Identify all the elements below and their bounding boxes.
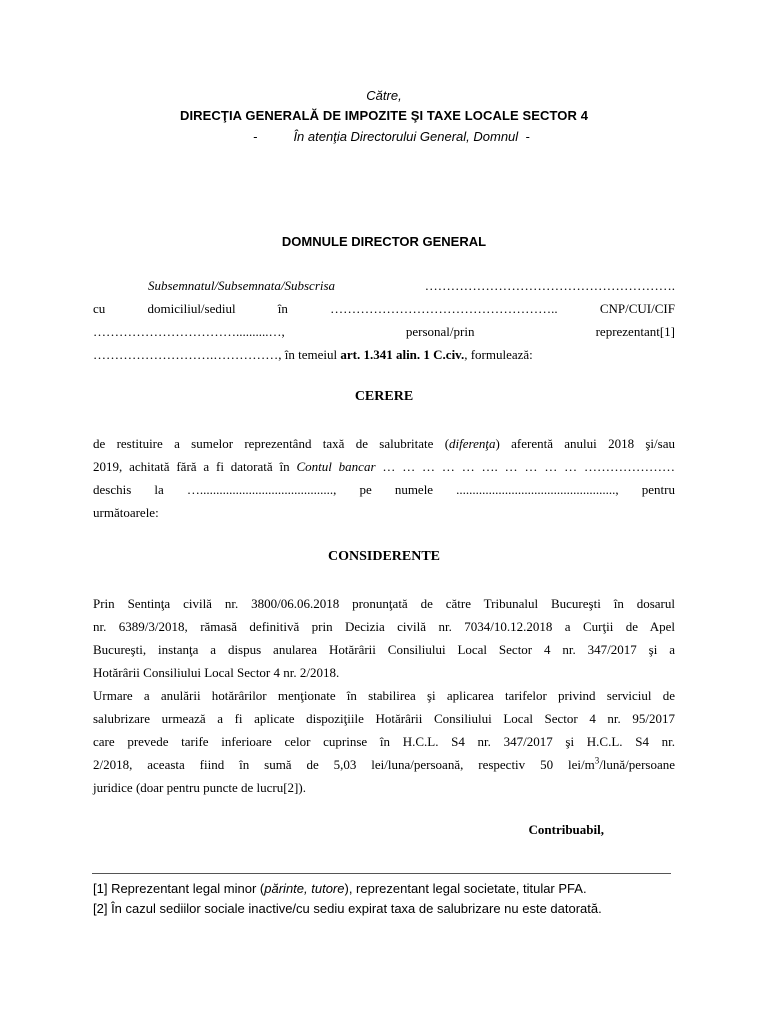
considerations-paragraph-1 — [93, 592, 675, 684]
identification-line-3 — [93, 320, 675, 343]
considerations-line: Hotărârii Consiliului Local Sector 4 nr. 2/2018. — [93, 665, 340, 680]
footnote-separator — [92, 873, 671, 874]
request-paragraph — [93, 432, 675, 524]
addressee-institution: DIRECŢIA GENERALĂ DE IMPOZITE ŞI TAXE LOCALE SECTOR 4 — [179, 108, 589, 123]
considerations-text: 2/2018, aceasta fiind în sumă de 5,03 lei/luna/persoană, respectiv 50 lei/m — [93, 757, 595, 772]
considerations-paragraph-2 — [93, 684, 675, 799]
considerations-line: nr. 6389/3/2018, rămasă definitivă prin Decizia civilă nr. 7034/10.12.2018 a Curţii de Apel — [93, 619, 675, 634]
request-italic-difference: diferenţa — [449, 436, 496, 451]
footnote-1 — [93, 881, 587, 896]
footnote-text: ), reprezentant legal societate, titular PFA. — [344, 881, 587, 896]
request-text: ) aferentă anului 2018 şi/sau — [495, 436, 675, 451]
considerations-line: Prin Sentinţa civilă nr. 3800/06.06.2018 pronunţată de către Tribunalul Bucureşti în dosarul — [93, 596, 675, 611]
formuleaza-text: , formulează: — [464, 347, 533, 362]
signature-label: Contribuabil, — [528, 822, 604, 837]
word-personal-prin: personal/prin — [405, 324, 475, 339]
addressee-intro: Către, — [366, 88, 402, 103]
identification-line-2 — [93, 297, 675, 320]
legal-basis: art. 1.341 alin. 1 C.civ. — [340, 347, 465, 362]
identification-paragraph — [93, 274, 675, 366]
word-cu: cu — [93, 301, 106, 316]
superscript-cubed: 3 — [594, 755, 600, 766]
footnote-italic: părinte, tutore — [264, 881, 345, 896]
request-line-3: deschis la …........................................., pe numele ................................................., pentru — [93, 482, 675, 497]
bank-account-label: Contul bancar — [296, 459, 376, 474]
considerations-line: juridice (doar pentru puncte de lucru[2]). — [93, 780, 306, 795]
salutation: DOMNULE DIRECTOR GENERAL — [281, 234, 487, 249]
identification-line-4 — [93, 343, 675, 366]
request-title: CERERE — [354, 389, 414, 404]
request-text: 2019, achitată fără a fi datorată în — [93, 459, 290, 474]
considerations-line: care prevede tarife inferioare celor cuprinse în H.C.L. S4 nr. 347/2017 şi H.C.L. S4 nr. — [93, 734, 675, 749]
request-text: de restituire a sumelor reprezentând taxă de salubritate ( — [93, 436, 450, 451]
representative-blank: ……………………….……………, în temeiul — [93, 347, 338, 362]
word-in: în — [277, 301, 288, 316]
identification-line-1 — [93, 274, 675, 297]
footnote-2: [2] În cazul sediilor sociale inactive/cu sediu expirat taxa de salubrizare nu este datorată. — [93, 901, 602, 916]
considerations-title: CONSIDERENTE — [327, 549, 441, 564]
bank-account-blank: … … … … … …. … … … … ………………… — [375, 459, 676, 474]
cnp-label: CNP/CUI/CIF — [599, 301, 675, 316]
considerations-line: salubrizare urmează a fi aplicate dispoziţiile Hotărârii Consiliului Local Sector 4 nr. 95/2017 — [93, 711, 675, 726]
word-domiciliul: domiciliul/sediul — [147, 301, 236, 316]
attention-line: - În atenţia Directorului General, Domnul - — [253, 129, 530, 144]
considerations-line — [93, 753, 675, 776]
applicant-name-blank: …………………………………………………. — [424, 278, 675, 293]
request-line-2 — [93, 455, 675, 478]
cnp-blank: ……………………………..........…, — [93, 324, 285, 339]
considerations-line: Bucureşti, instanţa a dispus anularea Hotărârii Consiliului Local Sector 4 nr. 347/2017 şi a — [93, 642, 675, 657]
considerations-line: Urmare a anulării hotărârilor menţionate în stabilirea şi aplicarea tarifelor privind serviciul de — [93, 688, 675, 703]
representative-label: reprezentant[1] — [595, 324, 675, 339]
request-line-1 — [93, 432, 675, 455]
applicant-label: Subsemnatul/Subsemnata/Subscrisa — [148, 278, 336, 293]
request-line-4: următoarele: — [93, 505, 159, 520]
address-blank: …………………………………………….. — [330, 301, 558, 316]
footnote-text: [1] Reprezentant legal minor ( — [93, 881, 265, 896]
considerations-text: /lună/persoane — [599, 757, 675, 772]
